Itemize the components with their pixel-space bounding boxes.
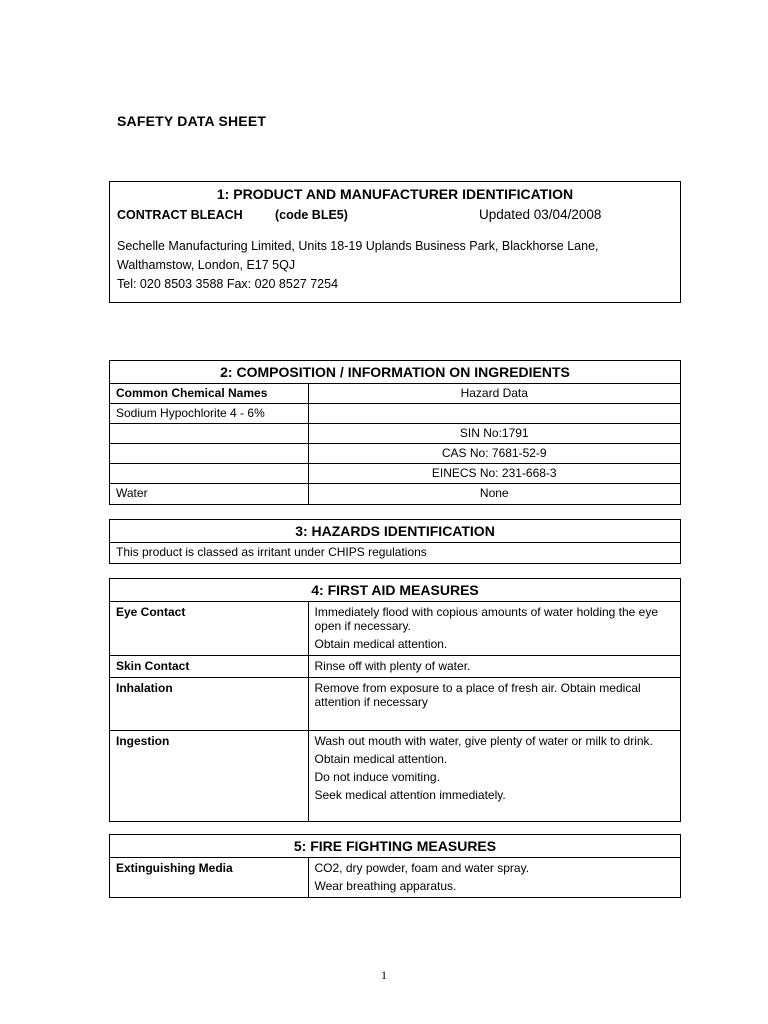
table-row [110,464,680,484]
section-composition [109,360,681,505]
row-content [308,731,680,821]
section-1-heading: 1: PRODUCT AND MANUFACTURER IDENTIFICATION [216,186,574,202]
row-content [308,602,680,656]
section-hazards [109,519,681,564]
chemical-name [110,464,308,484]
instruction: Remove from exposure to a place of fresh air. Obtain medical attention if necessary [314,681,641,709]
product-code: (code BLE5) [275,208,348,222]
row-content [308,858,680,898]
instruction: Wash out mouth with water, give plenty of water or milk to drink. [314,734,653,748]
chemical-name: Water [110,484,308,504]
row-content [308,656,680,678]
row-label: Ingestion [110,731,308,821]
table-row [110,444,680,464]
updated-date: Updated 03/04/2008 [479,207,602,222]
section-product-identification [109,181,681,303]
row-label: Inhalation [110,678,308,731]
section-4-heading: 4: FIRST AID MEASURES [311,582,479,598]
table-row [110,484,680,504]
chemical-name [110,424,308,444]
ingredients-table [110,383,680,504]
section-3-heading: 3: HAZARDS IDENTIFICATION [295,523,495,539]
hazard-data: None [308,484,680,504]
row-content [308,678,680,731]
section-5-heading: 5: FIRE FIGHTING MEASURES [293,838,497,854]
product-line [110,206,680,228]
table-row [110,424,680,444]
hazards-table [110,542,680,563]
document-title: SAFETY DATA SHEET [117,113,267,129]
chemical-name [110,444,308,464]
hazard-data: SIN No:1791 [308,424,680,444]
page-number: 1 [381,968,387,982]
instruction: Seek medical attention immediately. [314,788,506,802]
table-row [110,656,680,678]
instruction: Rinse off with plenty of water. [314,659,471,673]
row-label: Eye Contact [110,602,308,656]
row-label: Skin Contact [110,656,308,678]
instruction: Wear breathing apparatus. [314,879,457,893]
contact-line: Tel: 020 8503 3588 Fax: 020 8527 7254 [117,277,339,291]
table-row [110,858,680,898]
address-line-2: Walthamstow, London, E17 5QJ [117,258,296,272]
section-first-aid [109,578,681,822]
table-header-row [110,384,680,404]
first-aid-table [110,601,680,821]
hazard-data: EINECS No: 231-668-3 [308,464,680,484]
table-row [110,602,680,656]
manufacturer-address [110,228,680,294]
chemical-name: Sodium Hypochlorite 4 - 6% [110,404,308,424]
address-line-1: Sechelle Manufacturing Limited, Units 18-19 Uplands Business Park, Blackhorse Lane, [117,239,599,253]
hazard-statement: This product is classed as irritant under CHIPS regulations [110,543,680,563]
instruction: CO2, dry powder, foam and water spray. [314,861,530,875]
hazard-data: CAS No: 7681-52-9 [308,444,680,464]
section-fire-fighting [109,834,681,898]
row-label: Extinguishing Media [110,858,308,898]
column-header: Common Chemical Names [110,384,308,404]
instruction: Do not induce vomiting. [314,770,440,784]
section-2-heading: 2: COMPOSITION / INFORMATION ON INGREDIENTS [220,364,570,380]
table-row [110,678,680,731]
hazard-data [308,404,680,424]
instruction: Obtain medical attention. [314,752,448,766]
instruction: Obtain medical attention. [314,637,448,651]
table-row [110,731,680,821]
fire-fighting-table [110,857,680,897]
instruction: Immediately flood with copious amounts of water holding the eye open if necessary. [314,605,659,633]
table-row [110,404,680,424]
column-header: Hazard Data [308,384,680,404]
product-name: CONTRACT BLEACH [117,208,243,222]
